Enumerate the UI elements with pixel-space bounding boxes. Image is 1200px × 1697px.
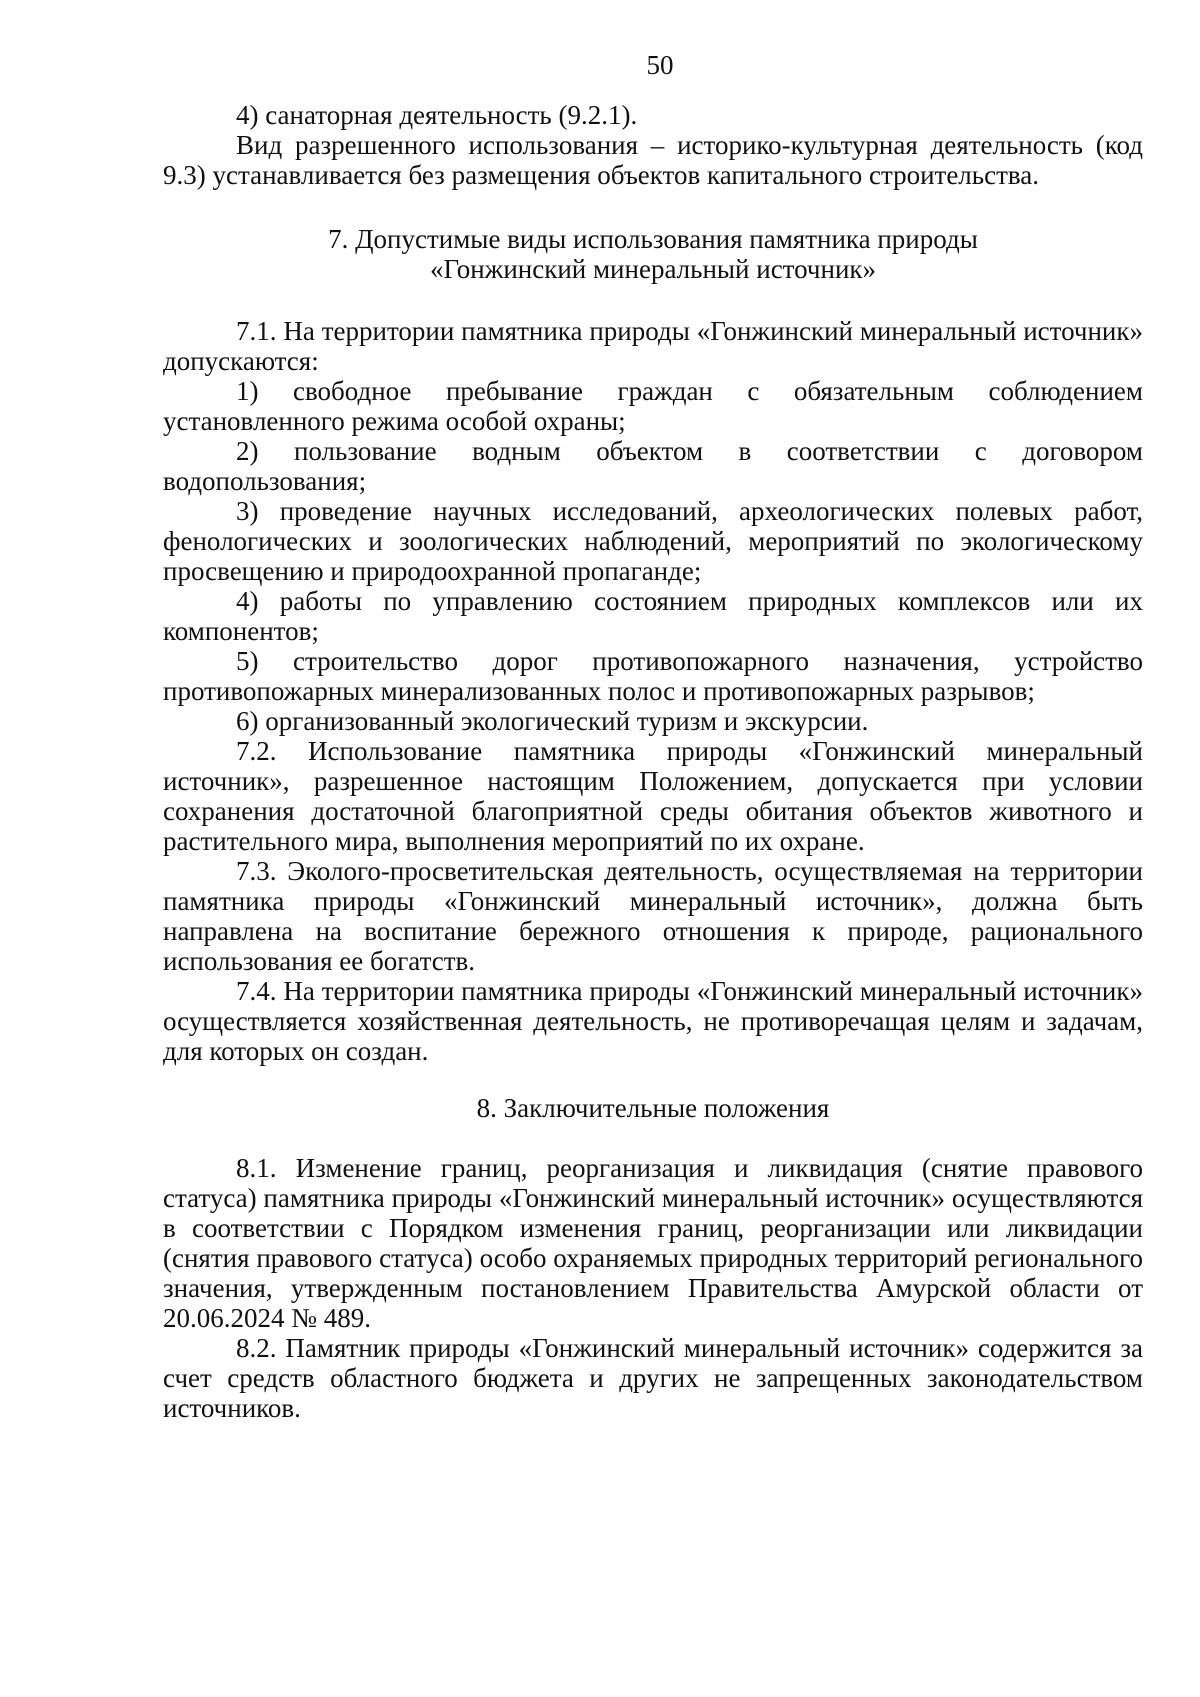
section-8-title: 8. Заключительные положения (476, 1093, 830, 1123)
intro-paragraph: Вид разрешенного использования – историко-культурная деятельность (код 9.3) устанавливается без размещения объектов капитального строительства. (163, 130, 1143, 190)
section-7-title-line-2: «Гонжинский минеральный источник» (429, 254, 877, 284)
paragraph-7-2: 7.2. Использование памятника природы «Гонжинский минеральный источник», разрешенное настоящим Положением, допускается при условии сохранения достаточной благоприятной среды обитания объектов животного и растительного мира, выполнения мероприятий по их охране. (163, 736, 1143, 856)
list-item-3: 3) проведение научных исследований, археологических полевых работ, фенологических и зоологических наблюдений, мероприятий по экологическому просвещению и природоохранной пропаганде; (163, 496, 1143, 586)
section-8-body (163, 1153, 1143, 1423)
paragraph-7-4: 7.4. На территории памятника природы «Гонжинский минеральный источник» осуществляется хозяйственная деятельность, не противоречащая целям и задачам, для которых он создан. (163, 976, 1143, 1066)
paragraph-7-3: 7.3. Эколого-просветительская деятельность, осуществляемая на территории памятника природы «Гонжинский минеральный источник», должна быть направлена на воспитание бережного отношения к природе, рационального использования ее богатств. (163, 856, 1143, 976)
paragraph-8-2: 8.2. Памятник природы «Гонжинский минеральный источник» содержится за счет средств областного бюджета и других не запрещенных законодательством источников. (163, 1333, 1143, 1423)
list-item-1: 1) свободное пребывание граждан с обязательным соблюдением установленного режима особой охраны; (163, 376, 1143, 436)
list-item-6: 6) организованный экологический туризм и экскурсии. (236, 706, 869, 736)
paragraph-7-1: 7.1. На территории памятника природы «Гонжинский минеральный источник» допускаются: (163, 316, 1143, 376)
intro-block (163, 100, 1143, 190)
section-8-heading (163, 1093, 1143, 1123)
page-number: 50 (646, 50, 674, 80)
section-7-heading (163, 224, 1143, 284)
intro-item-4: 4) санаторная деятельность (9.2.1). (236, 100, 638, 130)
paragraph-8-1: 8.1. Изменение границ, реорганизация и ликвидация (снятие правового статуса) памятника природы «Гонжинский минеральный источник» осуществляются в соответствии с Порядком изменения границ, реорганизации или ликвидации (снятия правового статуса) особо охраняемых природных территорий регионального значения, утвержденным постановлением Правительства Амурской области от 20.06.2024 № 489. (163, 1153, 1143, 1333)
section-7-body (163, 316, 1143, 1066)
section-7-title-line-1: 7. Допустимые виды использования памятника природы (328, 224, 978, 254)
list-item-5: 5) строительство дорог противопожарного назначения, устройство противопожарных минерализованных полос и противопожарных разрывов; (163, 646, 1143, 706)
list-item-4: 4) работы по управлению состоянием природных комплексов или их компонентов; (163, 586, 1143, 646)
list-item-2: 2) пользование водным объектом в соответствии с договором водопользования; (163, 436, 1143, 496)
